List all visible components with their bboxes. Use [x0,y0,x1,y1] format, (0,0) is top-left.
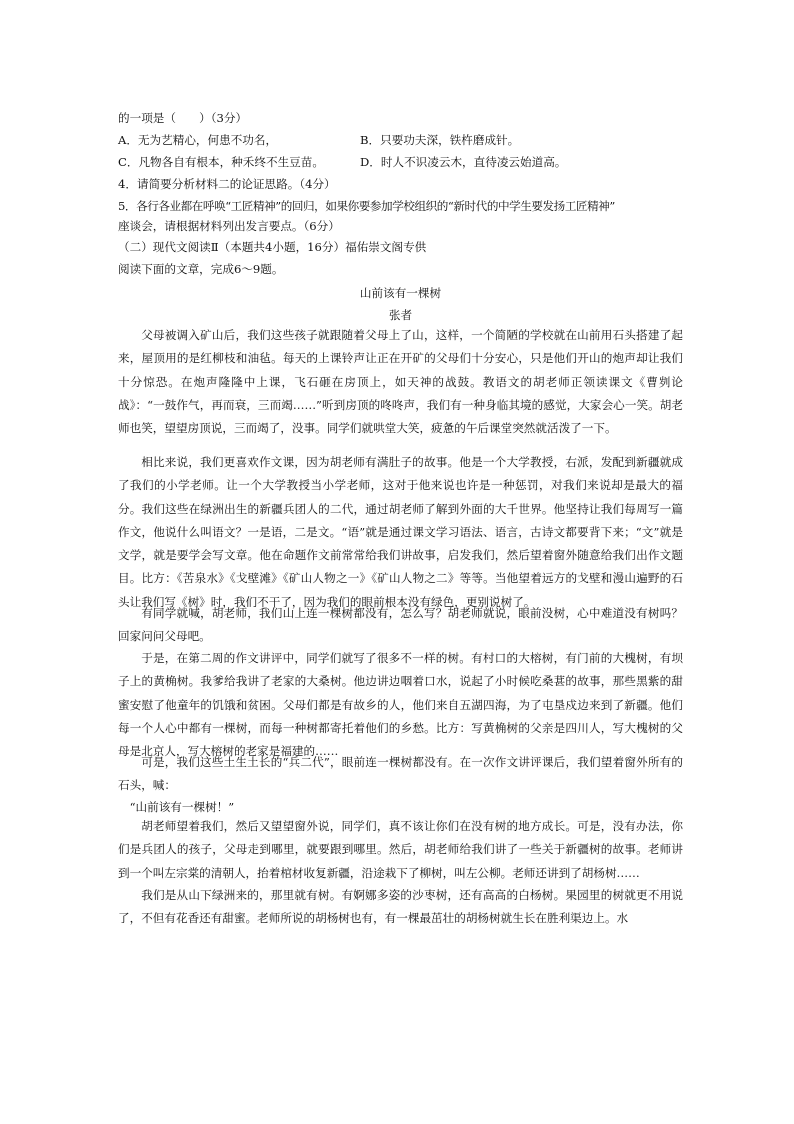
article-author: 张者 [388,308,413,322]
option-b: B．只要功夫深，铁杵磨成针。 [360,133,520,147]
section-heading: （二）现代文阅读Ⅱ（本题共4小题，16分）福佑崇文阁专供 [118,240,427,254]
article-paragraph-2: 相比来说，我们更喜欢作文课，因为胡老师有满肚子的故事。他是一个大学教授，右派，发配到新疆就成了我们的小学老师。让一个大学教授当小学老师，这对于他来说也许是一种惩罚，对我们来说却是最大的福分。我们这些在绿洲出生的新疆兵团人的二代，通过胡老师了解到外面的大千世界。他坚持让我们每周写一篇作文，他说什么叫语文？一是语，二是文。“语”就是通过课文学习语法、语言，古诗文都要背下来；“文”就是文学，就是要学会写文章。他在命题作文前常常给我们讲故事，启发我们，然后望着窗外随意给我们出作文题目。比方：《苦泉水》《戈壁滩》《矿山人物之一》《矿山人物之二》等等。当他望着远方的戈壁和漫山遍野的石头让我们写《树》时，我们不干了，因为我们的眼前根本没有绿色，更别说树了。 [118,455,683,609]
option-a: A．无为艺精心，何患不功名， [118,133,278,147]
question-3-tail: 的一项是（ ）（3分） [118,111,248,125]
section-instruction: 阅读下面的文章，完成6～9题。 [118,262,284,276]
question-5-line-2: 座谈会，请根据材料列出发言要点。（6分） [118,219,340,233]
article-title: 山前该有一棵树 [359,286,442,300]
article-paragraph-6: 胡老师望着我们，然后又望望窗外说，同学们，真不该让你们在没有树的地方成长。可是，没有办法，你们是兵团人的孩子，父母走到哪里，就要跟到哪里。然后，胡老师给我们讲了一些关于新疆树的故事。老师讲到一个叫左宗棠的清朝人，抬着棺材收复新疆，沿途栽下了柳树，叫左公柳。老师还讲到了胡杨树…… [118,819,683,880]
article-quote: “山前该有一棵树！” [129,800,235,814]
article-paragraph-3: 有同学就喊，胡老师，我们山上连一棵树都没有，怎么写？胡老师就说，眼前没树，心中难道没有树吗？回家问问父母吧。 [118,606,683,644]
option-c: C．凡物各自有根本，种禾终不生豆苗。 [118,155,324,169]
option-d: D．时人不识凌云木，直待凌云始道高。 [360,155,567,169]
question-4: 4．请简要分析材料二的论证思路。（4分） [118,177,336,191]
question-5-line-1: 5．各行各业都在呼唤“工匠精神”的回归，如果你要参加学校组织的“新时代的中学生要发扬工匠精神” [118,199,615,213]
article-paragraph-1: 父母被调入矿山后，我们这些孩子就跟随着父母上了山，这样，一个简陋的学校就在山前用石头搭建了起来，屋顶用的是红柳枝和油毡。每天的上课铃声让正在开矿的父母们十分安心，只是他们开山的炮声却让我们十分惊恐。在炮声隆隆中上课，飞石砸在房顶上，如天神的战鼓。教语文的胡老师正领读课文《曹刿论战》：“一鼓作气，再而衰，三而竭……”听到房顶的咚咚声，我们有一种身临其境的感觉，大家会心一笑。胡老师也笑，望望房顶说，三而竭了，没事。同学们就哄堂大笑，疲惫的午后课堂突然就活泼了一下。 [118,328,683,436]
article-paragraph-7: 我们是从山下绿洲来的，那里就有树。有婀娜多姿的沙枣树，还有高高的白杨树。果园里的树就更不用说了，不但有花香还有甜蜜。老师所说的胡杨树也有，有一棵最茁壮的胡杨树就生长在胜利渠边上。水 [118,888,683,926]
article-paragraph-4: 于是，在第二周的作文讲评中，同学们就写了很多不一样的树。有村口的大榕树，有门前的大槐树，有坝子上的黄桷树。我爹给我讲了老家的大桑树。他边讲边咽着口水，说起了小时候吃桑葚的故事，那些黑紫的甜蜜安慰了他童年的饥饿和贫困。父母们都是有故乡的人，他们来自五湖四海，为了屯垦戍边来到了新疆。他们每一个人心中都有一棵树，而每一种树都寄托着他们的乡愁。比方：写黄桷树的父亲是四川人，写大槐树的父母是北京人，写大榕树的老家是福建的…… [118,651,683,759]
article-paragraph-5: 可是，我们这些土生土长的“兵二代”，眼前连一棵树都没有。在一次作文讲评课后，我们望着窗外所有的石头，喊： [118,755,683,793]
